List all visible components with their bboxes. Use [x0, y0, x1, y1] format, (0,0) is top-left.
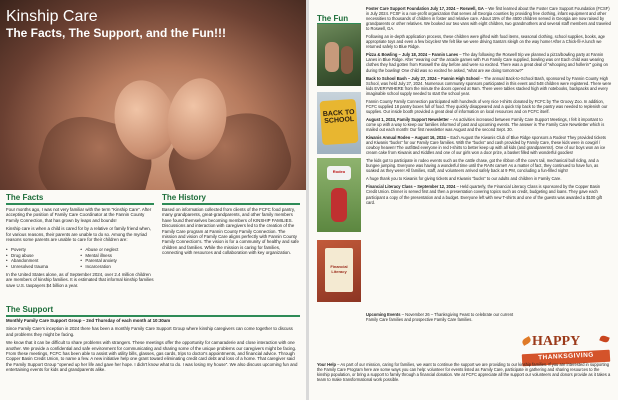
- person-figure: [325, 42, 339, 72]
- person-figure: [341, 46, 353, 74]
- list-item: • Parental anxiety: [80, 258, 154, 264]
- list-item: • Incarceration: [80, 264, 154, 270]
- fun-item-title: Financial Literacy Class – September 12, 2024: [366, 184, 456, 190]
- page-title: Kinship Care: [6, 8, 98, 25]
- facts-paragraph-3: In the United States alone, as of September 2024, over 2.4 million children are members of kinship families. It is estimated that informal kinship families save U.S. taxpayers $4 billion a year.: [6, 272, 154, 288]
- fun-item-title: Upcoming Events: [366, 312, 401, 317]
- upcoming-text: [366, 312, 518, 325]
- fun-item-body: A huge thank you to Kiwanis for giving tickets and Kiwanis “bucks” to our adults and children in Family Care.: [366, 176, 562, 182]
- fun-item: [366, 6, 612, 31]
- fun-item-title: Back to School Bash – July 27, 2024 – Fannin High School: [366, 75, 480, 81]
- fun-item-title: August 1, 2024, Family Support Newsletter: [366, 116, 449, 122]
- history-text: [162, 207, 300, 259]
- fun-item: [317, 362, 613, 382]
- happy-word: HAPPY: [532, 334, 581, 349]
- fun-item-title: Pizza & Bowling – July 18, 2024 – Fannin Lanes: [366, 52, 459, 58]
- support-paragraph-2: We know that it can be difficult to share problems with strangers. These meetings offer the opportunity for camaraderie and close interaction with one another. We provide a confidential and safe environment for communicating and sharing some of the unique problems our caregivers might be facing. From these meetings, FCFC has been able to assist with utility bills, glasses, gas cards, trips to doctor's appointments, and financial advice. Through Copper Basin Credit Union, to name a few. A new initiative help one grant toward eliminating credit card debt and loss of a home. That caregiver said the Family Support Group “opened up her life and gave her hope. I didn't know what to do. I was losing my house”. We also discuss upcoming fun and entertaining events for kids and grandparents alike.: [6, 340, 298, 373]
- photo-rodeo: [317, 158, 361, 232]
- fun-item: [366, 135, 612, 155]
- ribbon-text: Rodeo: [332, 169, 346, 174]
- history-heading: The History: [162, 193, 207, 202]
- fun-item-body: – The annual Back-to-School Bash, sponsored by Fannin County High School, was held July 27, 2024. Numerous community sponsors participated in this event and 548 children were registered. There were kids EVERYWHERE from the minute the doors opened at 9am. There were tables stacked high with notebooks, backpacks and every imaginable school supply needed to start the school year.: [366, 75, 612, 96]
- fun-heading: The Fun: [317, 14, 349, 23]
- history-rule: [162, 203, 300, 205]
- support-rule: [6, 315, 300, 317]
- history-paragraph: Based on information collected from clients of the FCFC food pantry, many grandparents, great-grandparents, and other family members have found themselves becoming members of KINSHIP FAMILIES. Discussions and interaction with caregivers led to the creation of the Family Care program at Fannin County Family Connection. The mission and vision of Family Care aligns perfectly with Fannin County Family Connection's. The vision is for a community of healthy and safe children and families. While the mission is caring for families, connecting with resources and collaboration with key organization.: [162, 207, 299, 256]
- facts-text: [6, 207, 156, 245]
- fun-item-body: – Each August the Kiwanis Club of Blue Ridge sponsors a Rodeo! They provided tickets and Kiwanis “bucks” for our Family Care families. With the “bucks” and cash provided by Family Care, these kids were in cowgirl / cowboy heaven! The outfitted everyone in red t-shirts to better keep up with all kids (and grandparents!). One of our boys won an ice cream cake from Kiwanis and Kiddles and one of our girls won a door prize, a basket filled with wonderful goodies!: [366, 135, 606, 156]
- photo-financial-literacy: [317, 240, 361, 302]
- fun-item: [366, 99, 612, 114]
- fun-item-body: – We first learned about the Foster Care Support Foundation (FCSF) in July 2024. FCSF is a non-profit organization that serves all Georgia counties by providing free clothing, infant equipment and other necessities to thousands of children in foster and relative care. About 15% of the 4500 children served in Georgia are now raised by grandparents or other relatives. We booked our two vans with eight children, two grandmothers and several staff members and traveled to Roswell, GA.: [366, 6, 611, 32]
- fun-item: [366, 76, 612, 96]
- facts-text-2: [6, 272, 156, 291]
- fun-item-body: The kids got to participate in rodeo events such as the cattle chase, got the ribbon off the cow's tail, mechanical bull riding, and a bungee jumping. Everyone was having a wonderful time until the RAIN came!! As a matter of fact, they continued to have fun, as soaked as they were! All families, staff, and volunteers arrived safely back at 9 PM, concluding a fun-filled night!: [366, 158, 599, 174]
- support-subheading: Monthly Family Care Support Group – 2nd Thursday of each month at 10:30am: [6, 318, 171, 323]
- fun-text: [366, 6, 612, 208]
- child-figure: [331, 188, 347, 222]
- photo-foster-care-trip: [317, 24, 361, 86]
- fun-item-title: Foster Care Support Foundation July 17, 2024 – Roswell, GA: [366, 6, 484, 11]
- leaf-icon: [599, 335, 610, 344]
- thanksgiving-word: THANKSGIVING: [537, 351, 595, 362]
- fun-item: [366, 158, 612, 173]
- left-page: [0, 0, 306, 400]
- sign-text: BACK TO SCHOOL: [322, 108, 355, 126]
- support-heading: The Support: [6, 305, 54, 314]
- list-item: • Drug abuse: [6, 253, 80, 259]
- fun-item-body: – The day following the Roswell trip we planned a pizza/bowling party at Fannin Lanes in Blue Ridge. After “wearing out” the arcade games with Fun Family Care supplied, bowling was on! Each child was wearing clothes they had gotten from Roswell the day before and were so excited. There was a great deal of “whooping and hollerin'” going on during the bowling! One child was so excited he asked, “what are we doing tomorrow?”: [366, 52, 608, 73]
- fun-item: [366, 52, 612, 72]
- fun-item-body: – As activities increased between Family Care Support Meetings, I felt it important to come up with a way to keep our families informed of past and upcoming events. The answer is The Family Care Newsletter which is mailed out each month! Our first newsletter was August and the second Sept. 30.: [366, 116, 605, 132]
- fun-item: [366, 117, 612, 132]
- fun-item: [366, 34, 612, 49]
- fun-item: [366, 184, 612, 204]
- fun-item-body: – November 26 – Thanksgiving Feast to celebrate our current Family Care families and prospective Family Care families.: [366, 312, 514, 323]
- list-item: • Poverty: [6, 247, 80, 253]
- fun-item-body: – Held quarterly, the Financial Literacy Class is sponsored by the Copper Basin Credit Union. Dinner is served first and then a presentation covering topics such as credit, budgeting and loans. They gave each participant a copy of the presentation and a budget. Everyone left with new T-shirts and one of the guests was awarded a $100 gift card.: [366, 184, 602, 205]
- facts-heading: The Facts: [6, 193, 44, 202]
- photo-back-to-school: [317, 92, 361, 154]
- fun-item: [366, 176, 612, 181]
- page-subtitle: The Facts, The Support, and the Fun!!!: [6, 26, 226, 40]
- fun-item-body: – As part of our mission, caring for families, we want to continue the support we are providing to our kinship families. If you are interested in supporting the Family Care Program here are some ways you can help: volunteer for events listed as Family Care, participate in gathering and sharing resources to the kinship population, or bring a support to family through a financial donation. We at FCFC appreciate all the support our volunteers and donors provide as it takes a team to make transformational work possible.: [317, 362, 611, 383]
- support-text: [6, 318, 300, 376]
- fun-item-title: Your Help: [317, 362, 337, 367]
- facts-paragraph-1: Four months ago, I was not very familiar with the term “Kinship Care”. After accepting the position of Family Care Coordinator at the Fannin County Family Connection, that has grown by leaps and bounds!: [6, 207, 152, 223]
- facts-rule: [6, 203, 154, 205]
- facts-list: [6, 247, 161, 269]
- leaf-icon: [521, 336, 532, 346]
- fun-item-body: Fannin County Family Connection participated with hundreds of very nice t-shirts donated by FCFC by The Groovy Zoo. In addition, FCFC supplied 18 pantry boxes full of food. They quickly disappeared and a quick trip back to the pantry was needed to replenish our supplies. Our inside booth provided a great deal of information on local resources and on FCFC itself.: [366, 98, 608, 114]
- list-item: • Abandonment: [6, 258, 80, 264]
- support-paragraph-1: Since Family Care's inception in 2024 there has been a monthly Family Care Support Group where kinship caregivers can come together to discuss and problems they might be facing.: [6, 326, 293, 337]
- list-item: • Mental illness: [80, 253, 154, 259]
- facts-paragraph-2: Kinship care is when a child is cared for by a relative or family friend when, for various reasons, their parents are unable to do so. Among the myriad reasons some parents are unable to care for their children are:: [6, 226, 151, 243]
- fun-item: [366, 312, 518, 322]
- help-text: [317, 362, 613, 385]
- booklet-text: Financial Literacy: [330, 264, 348, 274]
- list-item: • Abuse or neglect: [80, 247, 154, 253]
- list-item: • Unresolved trauma: [6, 264, 80, 270]
- fun-item-body: Following an in-depth application process, these children were gifted with food items, seasonal clothing, school supplies, books, age appropriate toys and even a few bicycles! We felt like we were driving Santa's sleigh on the way home! After a Chick-fil-A lunch we returned safely to Blue Ridge.: [366, 34, 605, 50]
- fun-item-title: Kiwanis Annual Rodeo – August 16, 2024: [366, 135, 446, 141]
- hero-image: [0, 0, 306, 190]
